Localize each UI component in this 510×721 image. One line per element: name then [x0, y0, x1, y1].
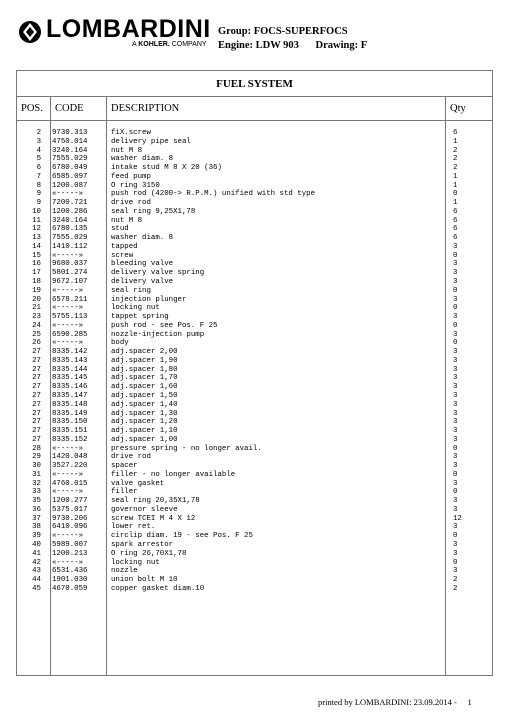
row-qty: 3	[453, 348, 458, 357]
table-row	[17, 260, 492, 269]
row-description: tapped	[111, 242, 138, 251]
row-code: 6780.135	[52, 225, 88, 234]
row-description: injection plunger	[111, 295, 187, 304]
table-row	[17, 427, 492, 436]
page-number: 1	[467, 697, 472, 707]
row-qty: 6	[453, 216, 458, 225]
table-row	[17, 252, 492, 261]
row-qty: 3	[453, 260, 458, 269]
row-code: 9730.206	[52, 514, 88, 523]
row-code: «-----»	[52, 304, 84, 313]
row-description: stud	[111, 225, 129, 234]
row-description: pressure spring - no longer avail.	[111, 444, 262, 453]
row-description: adj.spacer 1,90	[111, 356, 178, 365]
table-row	[17, 287, 492, 296]
row-qty: 3	[453, 523, 458, 532]
row-qty: 3	[453, 453, 458, 462]
row-code: 3527.220	[52, 462, 88, 471]
row-qty: 3	[453, 269, 458, 278]
row-pos: 27	[32, 374, 41, 383]
row-code: 6410.096	[52, 523, 88, 532]
row-code: «-----»	[52, 339, 84, 348]
row-pos: 31	[32, 470, 41, 479]
table-row	[17, 182, 492, 191]
row-pos: 17	[32, 269, 41, 278]
table-row	[17, 523, 492, 532]
table-row	[17, 392, 492, 401]
row-pos: 33	[32, 488, 41, 497]
row-qty: 3	[453, 295, 458, 304]
row-code: 1420.048	[52, 453, 88, 462]
row-description: screw	[111, 251, 134, 260]
row-description: lower ret.	[111, 523, 156, 532]
footer-separator: -	[454, 697, 457, 707]
row-code: 8335.150	[52, 418, 88, 427]
table-row	[17, 559, 492, 568]
row-description: locking nut	[111, 304, 160, 313]
row-qty: 1	[453, 199, 458, 208]
row-qty: 3	[453, 549, 458, 558]
row-description: adj.spacer 1,30	[111, 409, 178, 418]
table-row	[17, 190, 492, 199]
row-code: 6590.285	[52, 330, 88, 339]
row-pos: 27	[32, 427, 41, 436]
table-title: FUEL SYSTEM	[17, 71, 492, 97]
table-row	[17, 383, 492, 392]
table-row	[17, 550, 492, 559]
kohler-suffix: COMPANY	[171, 41, 207, 48]
row-code: 8335.146	[52, 383, 88, 392]
table-row	[17, 129, 492, 138]
table-row	[17, 278, 492, 287]
row-description: washer diam. 8	[111, 234, 174, 243]
row-qty: 0	[453, 251, 458, 260]
row-code: 4670.059	[52, 584, 88, 593]
row-pos: 5	[36, 155, 41, 164]
row-qty: 1	[453, 172, 458, 181]
print-footer	[318, 697, 472, 707]
row-code: «-----»	[52, 444, 84, 453]
row-code: 7555.029	[52, 234, 88, 243]
row-pos: 4	[36, 146, 41, 155]
row-qty: 6	[453, 225, 458, 234]
column-header-code: CODE	[55, 103, 84, 114]
row-pos: 35	[32, 497, 41, 506]
column-header-pos: POS.	[21, 103, 43, 114]
row-code: 1200.286	[52, 207, 88, 216]
row-code: 8335.142	[52, 348, 88, 357]
row-pos: 26	[32, 339, 41, 348]
row-code: 1410.112	[52, 242, 88, 251]
row-description: adj.spacer 1,80	[111, 365, 178, 374]
table-row	[17, 147, 492, 156]
row-qty: 0	[453, 444, 458, 453]
row-qty: 3	[453, 400, 458, 409]
table-row	[17, 243, 492, 252]
row-description: adj.spacer 2,00	[111, 348, 178, 357]
row-pos: 9	[36, 190, 41, 199]
table-row	[17, 313, 492, 322]
parts-table	[16, 70, 493, 676]
row-qty: 3	[453, 427, 458, 436]
row-code: 1200.277	[52, 497, 88, 506]
row-description: washer diam. 8	[111, 155, 174, 164]
row-qty: 3	[453, 479, 458, 488]
row-pos: 27	[32, 365, 41, 374]
row-description: screw TCEI M 4 X 12	[111, 514, 196, 523]
row-code: 7200.721	[52, 199, 88, 208]
row-qty: 2	[453, 164, 458, 173]
row-description: bleeding valve	[111, 260, 174, 269]
row-description: tappet spring	[111, 313, 169, 322]
table-row	[17, 173, 492, 182]
row-qty: 0	[453, 558, 458, 567]
table-row	[17, 567, 492, 576]
page-header	[0, 0, 510, 64]
row-pos: 9	[36, 199, 41, 208]
row-pos: 44	[32, 576, 41, 585]
row-pos: 7	[36, 172, 41, 181]
table-body	[17, 129, 492, 594]
table-row	[17, 208, 492, 217]
row-description: seal ring 20,35X1,78	[111, 497, 200, 506]
table-row	[17, 225, 492, 234]
table-row	[17, 585, 492, 594]
row-pos: 27	[32, 435, 41, 444]
row-qty: 2	[453, 584, 458, 593]
row-qty: 3	[453, 330, 458, 339]
table-row	[17, 410, 492, 419]
row-pos: 38	[32, 523, 41, 532]
row-pos: 10	[32, 207, 41, 216]
row-description: delivery valve	[111, 278, 174, 287]
row-qty: 0	[453, 532, 458, 541]
table-row	[17, 357, 492, 366]
row-pos: 13	[32, 234, 41, 243]
row-code: 9730.313	[52, 129, 88, 137]
row-code: 6585.097	[52, 172, 88, 181]
row-pos: 12	[32, 225, 41, 234]
row-qty: 2	[453, 576, 458, 585]
row-description: push rod - see Pos. F 25	[111, 321, 218, 330]
row-qty: 0	[453, 286, 458, 295]
row-qty: 3	[453, 462, 458, 471]
row-qty: 0	[453, 470, 458, 479]
table-row	[17, 348, 492, 357]
row-code: «-----»	[52, 321, 84, 330]
row-pos: 25	[32, 330, 41, 339]
row-description: circlip diam. 19 - see Pos. F 25	[111, 532, 253, 541]
table-row	[17, 331, 492, 340]
row-description: nut M 8	[111, 216, 143, 225]
row-description: nozzle-injection pump	[111, 330, 205, 339]
row-code: 8335.151	[52, 427, 88, 436]
row-code: 3240.164	[52, 146, 88, 155]
column-header-qty: Qty	[450, 103, 466, 114]
table-row	[17, 515, 492, 524]
row-code: 4760.015	[52, 479, 88, 488]
row-pos: 2	[36, 129, 41, 137]
row-code: 5755.113	[52, 313, 88, 322]
row-qty: 0	[453, 488, 458, 497]
row-qty: 2	[453, 146, 458, 155]
table-row	[17, 199, 492, 208]
row-qty: 3	[453, 374, 458, 383]
row-pos: 45	[32, 584, 41, 593]
row-code: 8335.152	[52, 435, 88, 444]
row-description: adj.spacer 1,70	[111, 374, 178, 383]
row-pos: 11	[32, 216, 41, 225]
row-description: valve gasket	[111, 479, 165, 488]
row-description: filler	[111, 488, 138, 497]
kohler-brand: KOHLER.	[138, 41, 170, 48]
table-row	[17, 453, 492, 462]
row-code: 9672.107	[52, 278, 88, 287]
row-description: adj.spacer 1,00	[111, 435, 178, 444]
table-row	[17, 138, 492, 147]
row-pos: 27	[32, 418, 41, 427]
row-qty: 3	[453, 365, 458, 374]
row-code: «-----»	[52, 286, 84, 295]
row-description: body	[111, 339, 129, 348]
row-code: «-----»	[52, 488, 84, 497]
row-qty: 6	[453, 234, 458, 243]
row-description: delivery valve spring	[111, 269, 205, 278]
table-row	[17, 506, 492, 515]
row-code: 3240.164	[52, 216, 88, 225]
printed-by-label: printed by LOMBARDINI:	[318, 697, 412, 707]
kohler-prefix: A	[132, 41, 137, 48]
row-description: adj.spacer 1,10	[111, 427, 178, 436]
table-row	[17, 497, 492, 506]
row-code: «-----»	[52, 532, 84, 541]
row-description: locking nut	[111, 558, 160, 567]
row-description: seal ring 9,25X1,78	[111, 207, 196, 216]
engine-label: Engine: LDW 903	[218, 40, 299, 51]
row-pos: 15	[32, 251, 41, 260]
row-pos: 20	[32, 295, 41, 304]
table-row	[17, 269, 492, 278]
row-pos: 40	[32, 540, 41, 549]
group-label: Group: FOCS-SUPERFOCS	[218, 26, 348, 37]
row-description: union bolt M 10	[111, 576, 178, 585]
row-qty: 3	[453, 356, 458, 365]
table-row	[17, 532, 492, 541]
row-pos: 27	[32, 391, 41, 400]
row-description: feed pump	[111, 172, 151, 181]
row-qty: 1	[453, 181, 458, 190]
row-description: delivery pipe seal	[111, 137, 191, 146]
row-qty: 3	[453, 409, 458, 418]
row-description: intake stud M 8 X 20 (36)	[111, 164, 222, 173]
row-description: copper gasket diam.10	[111, 584, 205, 593]
table-row	[17, 488, 492, 497]
row-description: spacer	[111, 462, 138, 471]
row-qty: 3	[453, 540, 458, 549]
row-pos: 27	[32, 383, 41, 392]
row-pos: 43	[32, 567, 41, 576]
row-pos: 41	[32, 549, 41, 558]
row-qty: 6	[453, 207, 458, 216]
table-row	[17, 304, 492, 313]
row-code: 1200.213	[52, 549, 88, 558]
table-row	[17, 374, 492, 383]
row-pos: 32	[32, 479, 41, 488]
row-code: «-----»	[52, 190, 84, 199]
table-row	[17, 445, 492, 454]
row-code: 9680.037	[52, 260, 88, 269]
table-row	[17, 366, 492, 375]
table-row	[17, 401, 492, 410]
row-code: 8335.148	[52, 400, 88, 409]
row-code: 5801.274	[52, 269, 88, 278]
row-pos: 27	[32, 400, 41, 409]
table-row	[17, 322, 492, 331]
row-qty: 3	[453, 435, 458, 444]
row-qty: 3	[453, 242, 458, 251]
row-description: push rod (4200-> R.P.M.) unified with std type	[111, 190, 316, 199]
row-qty: 1	[453, 137, 458, 146]
table-row	[17, 339, 492, 348]
row-pos: 37	[32, 514, 41, 523]
row-pos: 21	[32, 304, 41, 313]
row-pos: 27	[32, 409, 41, 418]
row-pos: 27	[32, 356, 41, 365]
row-qty: 2	[453, 155, 458, 164]
table-header-row	[17, 97, 492, 121]
row-pos: 8	[36, 181, 41, 190]
row-pos: 42	[32, 558, 41, 567]
row-pos: 23	[32, 313, 41, 322]
row-code: «-----»	[52, 251, 84, 260]
row-description: governor sleeve	[111, 505, 178, 514]
row-pos: 3	[36, 137, 41, 146]
row-code: «-----»	[52, 470, 84, 479]
row-pos: 19	[32, 286, 41, 295]
table-row	[17, 418, 492, 427]
lombardini-logo-icon	[18, 20, 42, 44]
row-code: 1200.087	[52, 181, 88, 190]
row-qty: 3	[453, 391, 458, 400]
row-description: drive rod	[111, 453, 151, 462]
table-row	[17, 480, 492, 489]
row-qty: 3	[453, 313, 458, 322]
table-row	[17, 471, 492, 480]
row-description: drive rod	[111, 199, 151, 208]
table-row	[17, 436, 492, 445]
row-description: adj.spacer 1,60	[111, 383, 178, 392]
row-description: fiX.screw	[111, 129, 151, 137]
row-description: nozzle	[111, 567, 138, 576]
row-description: seal ring	[111, 286, 151, 295]
row-pos: 27	[32, 348, 41, 357]
row-code: 6531.436	[52, 567, 88, 576]
table-row	[17, 541, 492, 550]
row-description: O ring 26,70X1,78	[111, 549, 187, 558]
table-row	[17, 155, 492, 164]
row-code: «-----»	[52, 558, 84, 567]
row-qty: 3	[453, 567, 458, 576]
row-code: 1901.030	[52, 576, 88, 585]
row-pos: 29	[32, 453, 41, 462]
row-code: 5989.007	[52, 540, 88, 549]
brand-name: LOMBARDINI	[46, 15, 211, 43]
row-code: 5375.017	[52, 505, 88, 514]
row-qty: 0	[453, 339, 458, 348]
row-qty: 3	[453, 278, 458, 287]
row-pos: 36	[32, 505, 41, 514]
row-description: adj.spacer 1,20	[111, 418, 178, 427]
row-pos: 39	[32, 532, 41, 541]
row-description: O ring 3150	[111, 181, 160, 190]
kohler-company-line	[132, 41, 207, 49]
row-description: adj.spacer 1,40	[111, 400, 178, 409]
table-row	[17, 164, 492, 173]
print-date: 23.09.2014	[413, 697, 452, 707]
row-code: 4750.014	[52, 137, 88, 146]
row-qty: 3	[453, 383, 458, 392]
row-code: 8335.149	[52, 409, 88, 418]
row-pos: 16	[32, 260, 41, 269]
table-row	[17, 234, 492, 243]
row-pos: 14	[32, 242, 41, 251]
row-code: 8335.145	[52, 374, 88, 383]
row-description: adj.spacer 1,50	[111, 391, 178, 400]
row-code: 8335.143	[52, 356, 88, 365]
row-qty: 3	[453, 418, 458, 427]
row-code: 6780.049	[52, 164, 88, 173]
row-code: 8335.144	[52, 365, 88, 374]
row-qty: 6	[453, 129, 458, 137]
row-code: 6578.211	[52, 295, 88, 304]
row-qty: 0	[453, 321, 458, 330]
drawing-label: Drawing: F	[315, 40, 368, 51]
row-pos: 30	[32, 462, 41, 471]
table-row	[17, 576, 492, 585]
table-row	[17, 462, 492, 471]
engine-drawing-line	[218, 40, 381, 52]
row-code: 7555.029	[52, 155, 88, 164]
row-qty: 3	[453, 505, 458, 514]
row-qty: 12	[453, 514, 462, 523]
row-description: spark arrestor	[111, 540, 174, 549]
row-pos: 24	[32, 321, 41, 330]
row-qty: 0	[453, 304, 458, 313]
row-qty: 3	[453, 497, 458, 506]
row-pos: 18	[32, 278, 41, 287]
row-pos: 28	[32, 444, 41, 453]
row-pos: 6	[36, 164, 41, 173]
table-row	[17, 217, 492, 226]
row-description: nut M 8	[111, 146, 143, 155]
table-row	[17, 296, 492, 305]
row-description: filler - no longer available	[111, 470, 236, 479]
row-code: 8335.147	[52, 391, 88, 400]
row-qty: 0	[453, 190, 458, 199]
column-header-description: DESCRIPTION	[111, 103, 180, 114]
